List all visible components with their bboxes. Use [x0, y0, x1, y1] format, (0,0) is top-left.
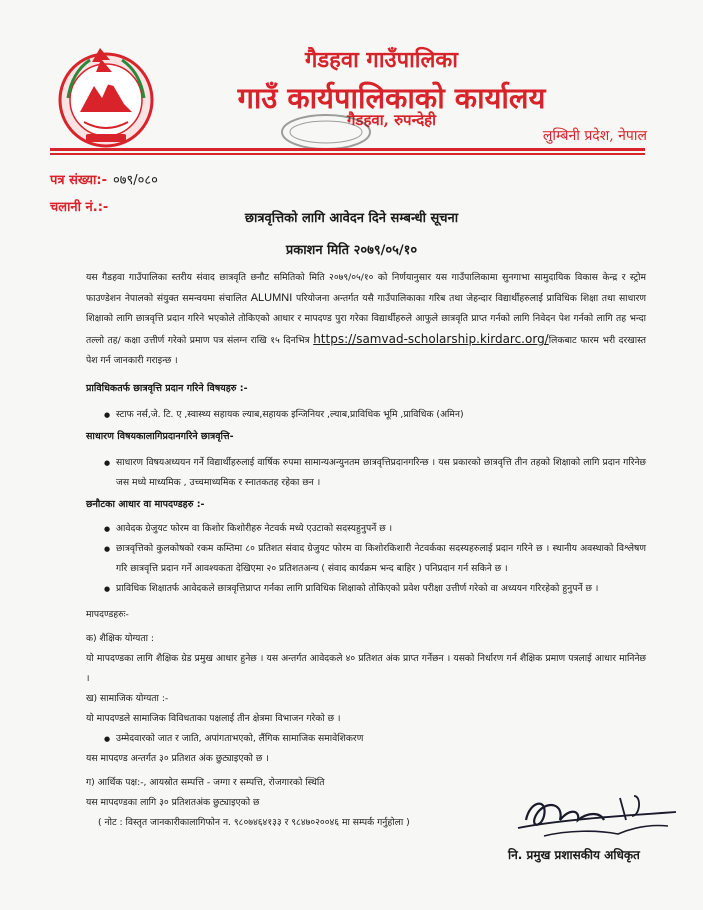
contact-note: ( नोट : विस्तृत जानकारीकालागिफोन न. ९८०७४६४१३३ र ९८४७०२००४६ मा सम्पर्क गर्नुहोला ) — [98, 817, 410, 828]
criteria-bullet-2: ● छात्रवृत्तिको कुलकोषको रकम कम्तिमा ८० प्रतिशत संवाद ग्रेजुयट फोरम वा किशोरकिशारी नेटवर्कका सदस्यहरुलाई प्रदान गरिने छ । स्थानीय अवस्थाको विश्लेषण गरि छात्रवृत्ति प्रदान गर्ने आवश्यकता देखिएमा २० प्रतिशतअन्य ( संवाद कार्यक्रम भन्द बाहिर ) पनिप्रदान गर्न सकिने छ । — [86, 539, 646, 579]
letterhead-rule-thin — [50, 153, 645, 155]
signature-icon — [508, 790, 678, 848]
economic-label: ग) आर्थिक पक्ष:-, आयस्रोत सम्पत्ति - जग्गा र सम्पत्ति, रोजगारको स्थिति — [86, 777, 325, 788]
publish-date: प्रकाशन मिति २०७९/०५/१० — [285, 243, 418, 258]
technical-heading: प्राविधिकतर्फ छात्रवृत्ति प्रदान गरिने विषयहरु :- — [86, 383, 248, 394]
office-address: गैडहवा, रुपन्देही — [346, 111, 437, 129]
municipality-name: गैडहवा गाउँपालिका — [305, 47, 458, 73]
standards-heading: मापदण्डहरुः- — [86, 609, 129, 620]
academic-label: क) शैक्षिक योग्यता : — [86, 633, 155, 644]
social-marks: यस मापदण्ड अन्तर्गत ३० प्रतिशत अंक छुट्याइएको छ । — [86, 753, 269, 764]
letterhead-rule — [50, 148, 645, 151]
notice-body — [86, 268, 646, 833]
social-bullet: ● उम्मेदवारको जात र जाति, अपांगताभएको, लैंगिक सामाजिक समावेशिकरण — [86, 729, 646, 749]
province-name: लुम्बिनी प्रदेश, नेपाल — [542, 128, 647, 144]
criteria-heading: छनौटका आधार वा मापदण्डहरु :- — [86, 499, 205, 510]
economic-marks: यस मापदण्डका लागि ३० प्रतिशतअंक छुट्याइएको छ — [86, 797, 260, 808]
signatory-title: नि. प्रमुख प्रशासकीय अधिकृत — [508, 848, 640, 862]
technical-bullet: ● स्टाफ नर्स,जे. टि. ए ,स्वास्थ्य सहायक ल्याब,सहायक इन्जिनियर ,ल्याब,प्राविधिक भूमि ,प्राविधिक (अमिन) — [86, 405, 646, 425]
criteria-bullet-3: ● प्राविधिक शिक्षातर्फ आवेदकले छात्रवृत्तिप्राप्त गर्नका लागि प्राविधिक शिक्षाको तोकिएको प्रवेश परीक्षा उत्तीर्ण गरेको वा अध्ययन गरिरहेको हुनुपर्ने छ । — [86, 579, 646, 599]
notice-subject: छात्रवृत्तिको लागि आवेदन दिने सम्बन्धी सूचना — [244, 211, 459, 226]
social-text: यो मापदण्डले सामाजिक विविधताका पक्षलाई तीन क्षेत्रमा विभाजन गरेको छ । — [86, 713, 341, 724]
reference-number — [50, 170, 158, 188]
reference-label: पत्र संख्या:- — [50, 173, 107, 188]
criteria-bullet-1: ● आवेदक ग्रेजुयट फोरम वा किशोर किशोरीहरु नेटवर्क मध्ये एउटाको सदस्यहुनुपर्ने छ । — [86, 519, 646, 539]
alumni-text: ALUMNI — [250, 292, 293, 304]
scholarship-link[interactable]: https://samvad-scholarship.kirdarc.org/ — [313, 332, 549, 346]
office-stamp-icon — [278, 112, 374, 152]
academic-text: यो मापदण्डका लागि शैक्षिक ग्रेड प्रमुख आधार हुनेछ । यस अन्तर्गत आवेदकले ४० प्रतिशत अंक प्राप्त गर्नेछन । यसको निर्धारण गर्न शैक्षिक प्रमाण पत्रलाई आधार मानिनेछ । — [86, 653, 646, 684]
intro-paragraph: यस गैडहवा गाउँपालिका स्तरीय संवाद छात्रवृति छनौट समितिको मिति २०७९/०५/१० को निर्णयानुसार यस गाउँपालिकामा सुनगाभा सामुदायिक विकास केन्द्र र स्ट्रोम फाउण्डेशन नेपालको संयुक्त समन्वयमा संचालित ALUMNI परियोजना अन्तर्गत यसै गाउँपालिकाका गरिब तथा जेहन्दार विद्यार्थीहरुलाई प्राविधिक शिक्षा तथा साधारण शिक्षाको लागि छात्रवृत्ति प्रदान गरिने भएकोले तोकिएको आधार र मापदण्ड पुरा गरेका विद्यार्थीहरुले आफुले छात्रवृति प्राप्त गर्नको लागि निवेदन पेश गर्नको लागि तह भन्दा तल्लो तह/ कक्षा उत्तीर्ण गरेको प्रमाण पत्र संलग्न राखि १५ दिनभित्र https://samvad-scholarship.kirdarc.org/लिकबाट फारम भरी दरखास्त पेश गर्न जानकारी गराइन्छ । — [86, 272, 646, 366]
dispatch-number-label: चलानी नं.:- — [50, 200, 109, 215]
general-bullet: ● साधारण विषयअध्ययन गर्ने विद्यार्थीहरुलाई वार्षिक रुपमा सामान्यअन्युनतम छात्रवृत्तिप्रदानगरिन्छ । यस प्रकारको छात्रवृत्ति तीन तहको शिक्षाको लागि प्रदान गरिनेछ जस मध्ये माध्यमिक , उच्चमाध्यमिक र स्नातकतह रहेका छन । — [86, 453, 646, 493]
general-heading: साधारण विषयकालागिप्रदानगरिने छात्रवृत्ति- — [86, 431, 234, 442]
office-name: गाउँ कार्यपालिकाको कार्यालय — [237, 81, 546, 115]
social-label: ख) सामाजिक योग्यता :- — [86, 693, 169, 704]
reference-value: ०७९/०८० — [112, 173, 158, 188]
